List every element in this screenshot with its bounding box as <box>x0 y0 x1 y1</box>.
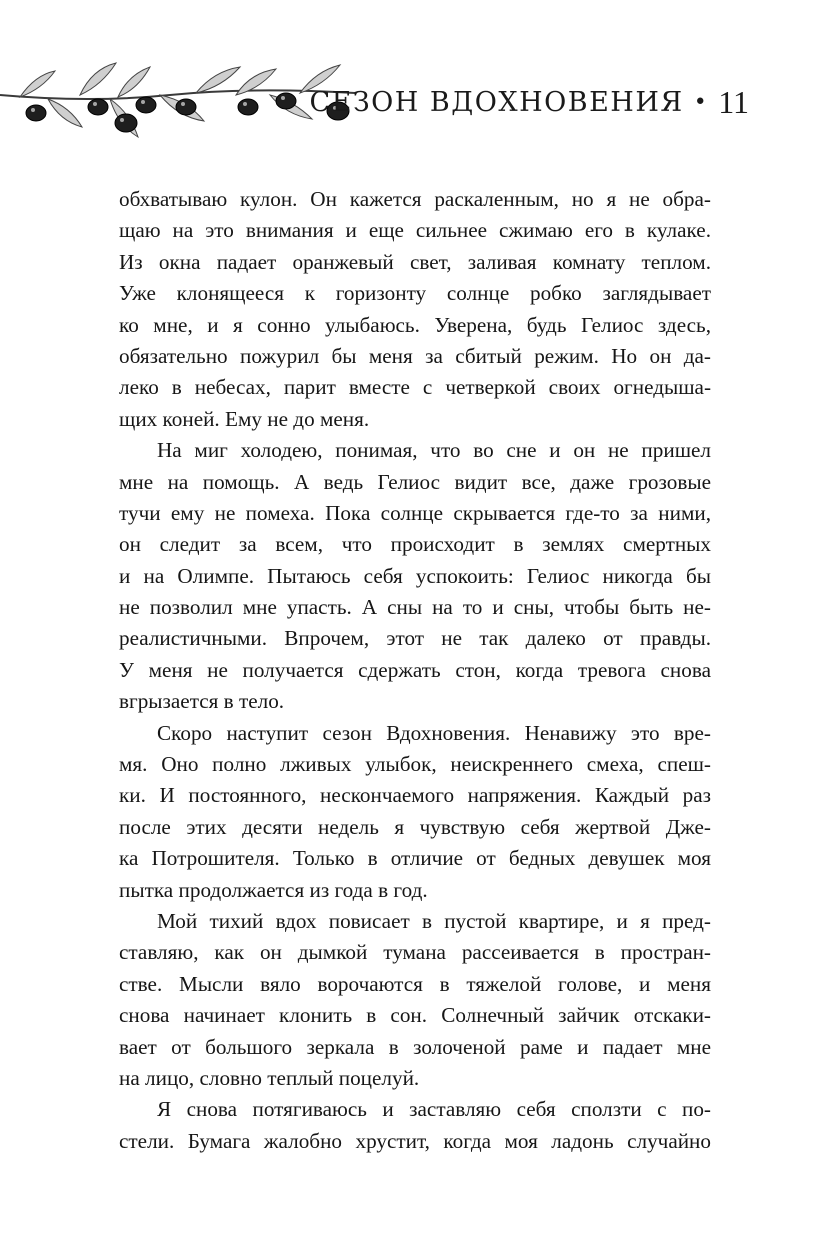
text-line: снова начинает клонить в сон. Солнечный зайчик отскаки- <box>119 1003 711 1028</box>
text-line: стели. Бумага жалобно хрустит, когда моя ладонь случайно <box>119 1128 711 1153</box>
text-line: щаю на это внимания и еще сильнее сжимаю его в кулаке. <box>119 218 711 243</box>
text-line: ки. И постоянного, нескончаемого напряжения. Каждый раз <box>119 783 711 808</box>
text-line: стве. Мысли вяло ворочаются в тяжелой голове, и меня <box>119 971 711 996</box>
running-header <box>309 84 749 121</box>
text-line: обязательно пожурил бы меня за сбитый режим. Но он да- <box>119 343 711 368</box>
text-line: Из окна падает оранжевый свет, заливая комнату теплом. <box>119 249 711 274</box>
text-line: ко мне, и я сонно улыбаюсь. Уверена, будь Гелиос здесь, <box>119 312 711 337</box>
olive-branch-icon <box>0 55 360 155</box>
text-line: Я снова потягиваюсь и заставляю себя сползти с по- <box>157 1097 711 1122</box>
text-line: на лицо, словно теплый поцелуй. <box>119 1065 420 1090</box>
text-line: он следит за всем, что происходит в землях смертных <box>119 532 711 557</box>
text-line: мне на помощь. А ведь Гелиос видит все, даже грозовые <box>119 469 711 494</box>
page-number: 11 <box>718 84 749 120</box>
text-line: вает от большого зеркала в золоченой раме и падает мне <box>119 1034 711 1059</box>
text-line: У меня не получается сдержать стон, когда тревога снова <box>119 657 711 682</box>
text-line: вгрызается в тело. <box>119 689 285 714</box>
body-text <box>119 184 711 1157</box>
text-line: ка Потрошителя. Только в отличие от бедных девушек моя <box>119 846 711 871</box>
text-line: и на Олимпе. Пытаюсь себя успокоить: Гелиос никогда бы <box>119 563 711 588</box>
text-line: щих коней. Ему не до меня. <box>119 406 370 431</box>
running-title: СЕЗОН ВДОХНОВЕНИЯ <box>309 87 684 118</box>
text-line: обхватываю кулон. Он кажется раскаленным, но я не обра- <box>119 187 711 211</box>
text-line: На миг холодею, понимая, что во сне и он не пришел <box>157 438 711 463</box>
text-line: Уже клонящееся к горизонту солнце робко заглядывает <box>119 281 711 306</box>
header-separator: • <box>693 90 709 115</box>
text-line: ставляю, как он дымкой тумана рассеивается в простран- <box>119 940 711 965</box>
text-line: реалистичными. Впрочем, этот не так далеко от правды. <box>119 626 711 651</box>
text-line: Скоро наступит сезон Вдохновения. Ненавижу это вре- <box>157 720 711 745</box>
text-line: мя. Оно полно лживых улыбок, неискреннего смеха, спеш- <box>119 752 711 777</box>
text-line: леко в небесах, парит вместе с четверкой своих огнедыша- <box>119 375 711 400</box>
text-line: после этих десяти недель я чувствую себя жертвой Дже- <box>119 814 711 839</box>
text-line: Мой тихий вдох повисает в пустой квартире, и я пред- <box>157 908 711 933</box>
text-line: пытка продолжается из года в год. <box>119 877 428 902</box>
text-line: не позволил мне упасть. А сны на то и сны, чтобы быть не- <box>119 595 711 620</box>
text-line: тучи ему не помеха. Пока солнце скрывается где-то за ними, <box>119 500 711 525</box>
